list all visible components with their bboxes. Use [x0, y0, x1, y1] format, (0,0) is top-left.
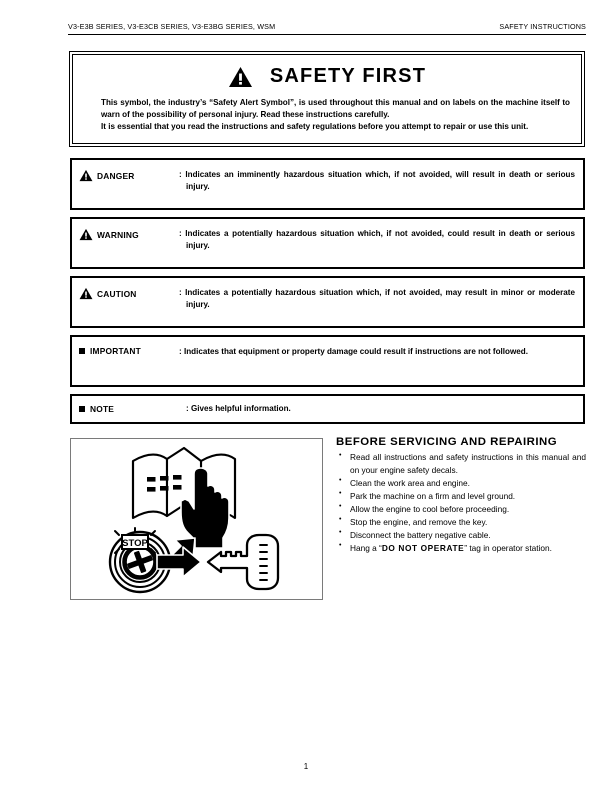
safety-first-box — [69, 51, 585, 147]
hazard-label-text: DANGER — [97, 170, 135, 181]
hazard-label-warning — [79, 228, 179, 241]
hazard-box-warning — [70, 217, 585, 269]
instructions-title: BEFORE SERVICING AND REPAIRING — [336, 436, 558, 448]
hazard-label-note — [79, 404, 179, 414]
stop-position-label-icon — [115, 528, 155, 553]
filled-square-bullet-icon — [79, 348, 85, 354]
safety-first-title-row — [84, 65, 570, 88]
hazard-label-text: WARNING — [97, 229, 139, 240]
hazard-description: : Indicates a potentially hazardous situation which, if not avoided, could result in death or serious injury. — [179, 229, 575, 250]
hazard-label-important — [79, 346, 179, 356]
filled-square-bullet-icon — [79, 406, 85, 412]
hazard-description: : Indicates a potentially hazardous situation which, if not avoided, may result in minor or moderate injury. — [179, 288, 575, 309]
before-servicing-section — [336, 436, 586, 555]
list-item: • Stop the engine, and remove the key. — [336, 516, 586, 529]
hazard-description: : Indicates an imminently hazardous situation which, if not avoided, will result in death or serious injury. — [179, 170, 575, 191]
hazard-label-danger — [79, 169, 179, 182]
safety-alert-triangle-icon — [79, 287, 93, 300]
list-item: • Disconnect the battery negative cable. — [336, 529, 586, 542]
hazard-box-important — [70, 335, 585, 387]
safety-alert-triangle-icon — [79, 169, 93, 182]
hazard-description: : Gives helpful information. — [186, 404, 291, 414]
safety-first-paragraph-2: It is essential that you read the instructions and safety regulations before you attempt to repair or use this unit. — [101, 121, 529, 131]
do-not-operate-emphasis: DO NOT OPERATE — [381, 542, 465, 553]
hazard-box-note — [70, 394, 585, 424]
instructions-list — [336, 451, 586, 555]
page-header — [68, 22, 586, 35]
hazard-label-text: NOTE — [90, 404, 115, 414]
hazard-box-caution — [70, 276, 585, 328]
page-number: 1 — [303, 762, 309, 771]
read-manual-and-remove-key-illustration — [70, 438, 323, 600]
list-item: • Clean the work area and engine. — [336, 477, 586, 490]
hazard-label-caution — [79, 287, 179, 300]
list-item: • Read all instructions and safety instructions in this manual and on your engine safety decals. — [336, 451, 586, 477]
safety-alert-triangle-icon — [79, 228, 93, 241]
safety-first-paragraph-1: This symbol, the industry’s “Safety Alert Symbol”, is used throughout this manual and on labels on the machine itself to warn of the possibility of personal injury. Read these instructions carefully. — [101, 98, 570, 119]
hazard-label-text: CAUTION — [97, 288, 137, 299]
list-item: • Park the machine on a firm and level ground. — [336, 490, 586, 503]
safety-alert-triangle-icon — [228, 66, 253, 88]
hazard-label-text: IMPORTANT — [90, 346, 141, 356]
header-section-title: SAFETY INSTRUCTIONS — [499, 22, 586, 31]
header-model-series: V3-E3B SERIES, V3-E3CB SERIES, V3-E3BG SERIES, WSM — [68, 22, 276, 31]
list-item: • Allow the engine to cool before proceeding. — [336, 503, 586, 516]
hazard-box-danger — [70, 158, 585, 210]
list-item: • Hang a “DO NOT OPERATE” tag in operator station. — [336, 542, 586, 555]
safety-first-title: SAFETY FIRST — [269, 65, 427, 87]
hazard-description: : Indicates that equipment or property damage could result if instructions are not followed. — [179, 347, 528, 356]
svg-text:STOP: STOP — [122, 538, 148, 549]
